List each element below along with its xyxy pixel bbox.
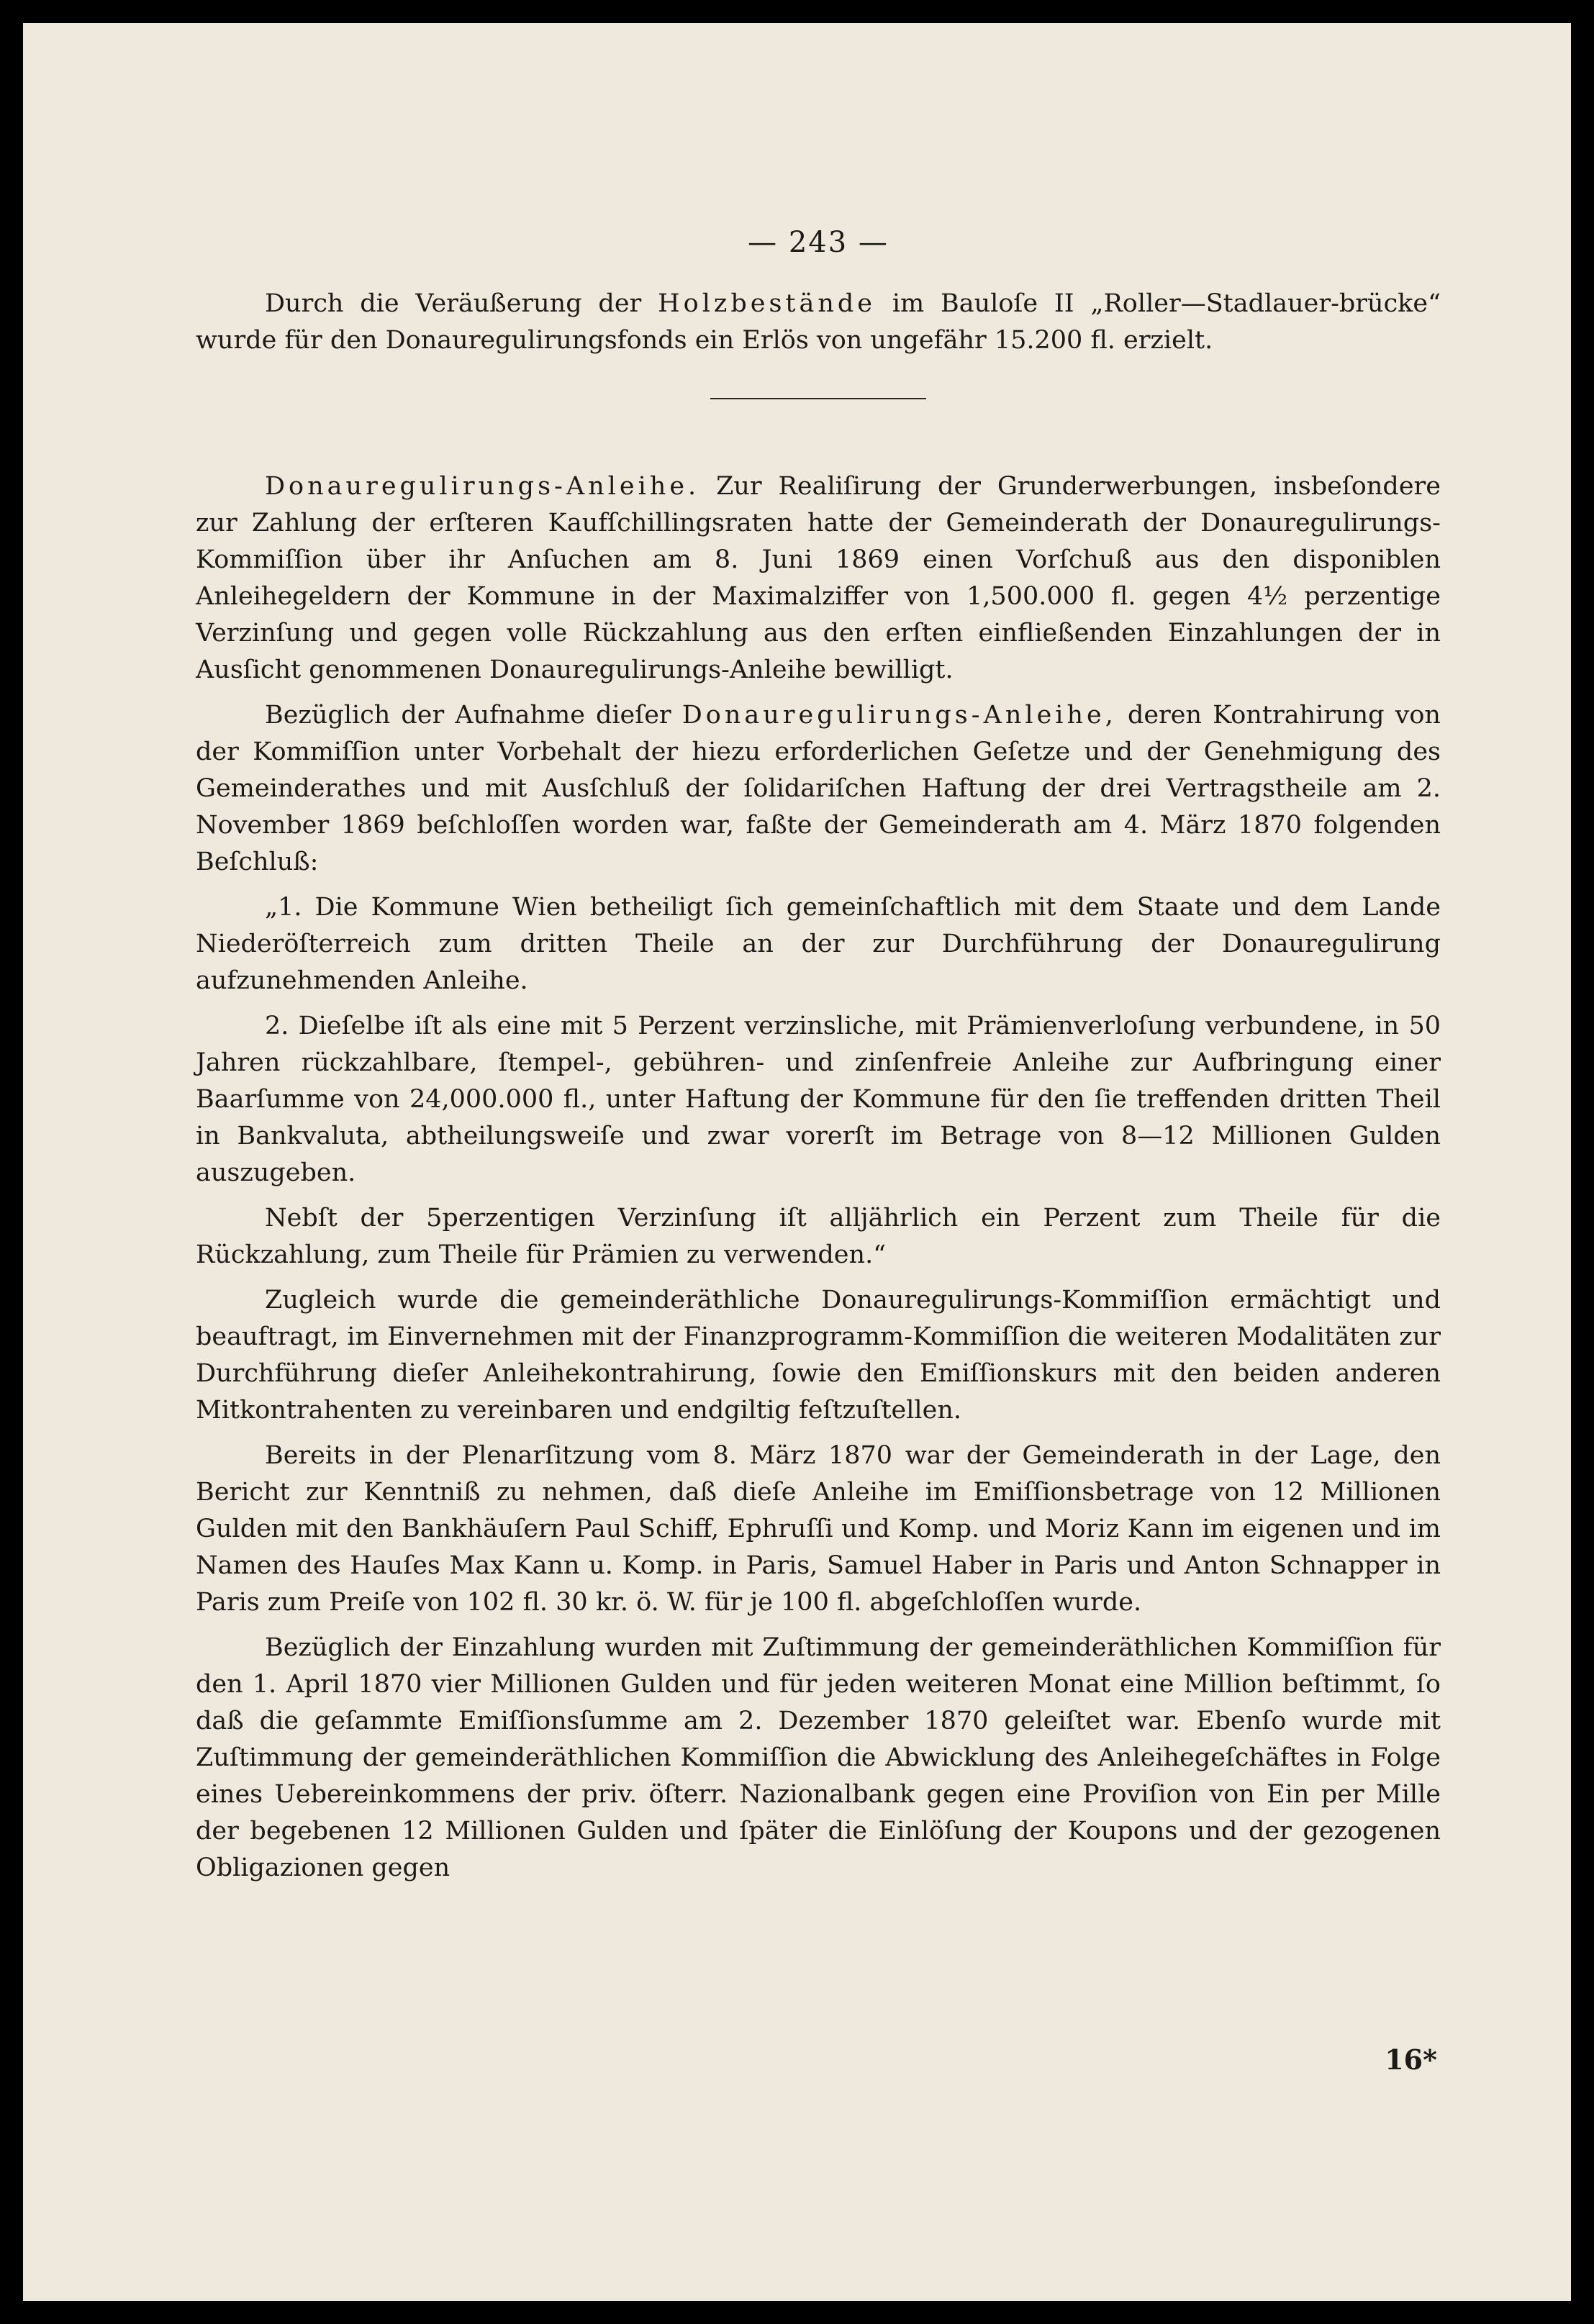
- section-heading: Donauregulirungs-Anleihe.: [265, 472, 700, 501]
- section-divider: [710, 398, 926, 399]
- resolution-item-3: Nebſt der 5perzentigen Verzinſung iſt alljährlich ein Perzent zum Theile für die Rückzahlung, zum Theile für Prämien zu verwenden.“: [196, 1204, 1441, 1269]
- intro-rest: im Bauloſe II „Roller—Stadlauer-brücke“ wurde für den Donauregulirungsfonds ein Erlös von ungefähr 15.200 fl. erzielt.: [196, 289, 1441, 355]
- paragraph-1: [196, 468, 1441, 689]
- paragraph-2-spaced-term: Donauregulirungs-Anleihe,: [681, 701, 1117, 730]
- page-number: — 243 —: [748, 226, 889, 259]
- resolution-item-2: 2. Dieſelbe iſt als eine mit 5 Perzent verzinsliche, mit Prämienverloſung verbundene, in 50 Jahren rückzahlbare, ſtempel-, gebühren- und zinſenfreie Anleihe zur Aufbringung einer Baarſumme von 24,000.000 fl., unter Haftung der Kommune für den ſie treffenden dritten Theil in Bankvaluta, abtheilungsweiſe und zwar vorerſt im Betrage von 8—12 Millionen Gulden auszugeben.: [196, 1012, 1441, 1187]
- resolution-item-1: „1. Die Kommune Wien betheiligt ſich gemeinſchaftlich mit dem Staate und dem Lande Niederöſterreich zum dritten Theile an der zur Durchführung der Donauregulirung aufzunehmenden Anleihe.: [196, 893, 1441, 995]
- document-page: [23, 23, 1571, 2301]
- page-body: [196, 224, 1441, 1895]
- paragraph-2: [196, 697, 1441, 881]
- signature-mark: 16*: [1385, 2043, 1437, 2076]
- intro-paragraph: [196, 286, 1441, 359]
- paragraph-2-rest: deren Kontrahirung von der Kommiſſion unter Vorbehalt der hiezu erforderlichen Geſetze und der Genehmigung des Gemeinderathes und mit Ausſchluß der ſolidariſchen Haftung der drei Vertragstheile am 2. November 1869 beſchloſſen worden war, faßte der Gemeinderath am 4. März 1870 folgenden Beſchluß:: [196, 701, 1441, 876]
- paragraph-1-text: Zur Realiſirung der Grunderwerbungen, insbeſondere zur Zahlung der erſteren Kaufſchillingsraten hatte der Gemeinderath der Donauregulirungs-Kommiſſion über ihr Anſuchen am 8. Juni 1869 einen Vorſchuß aus den disponiblen Anleihegeldern der Kommune in der Maximalziffer von 1,500.000 fl. gegen 4½ perzentige Verzinſung und gegen volle Rückzahlung aus den erſten einfließenden Einzahlungen der in Ausſicht genommenen Donauregulirungs-Anleihe bewilligt.: [196, 472, 1441, 684]
- paragraph-4: Bereits in der Plenarſitzung vom 8. März 1870 war der Gemeinderath in der Lage, den Bericht zur Kenntniß zu nehmen, daß dieſe Anleihe im Emiſſionsbetrage von 12 Millionen Gulden mit den Bankhäuſern Paul Schiff, Ephruſſi und Komp. und Moriz Kann im eigenen und im Namen des Hauſes Max Kann u. Komp. in Paris, Samuel Haber in Paris und Anton Schnapper in Paris zum Preiſe von 102 fl. 30 kr. ö. W. für je 100 fl. abgeſchloſſen wurde.: [196, 1441, 1441, 1617]
- paragraph-2-lead: Bezüglich der Aufnahme dieſer: [265, 701, 671, 730]
- paragraph-3: Zugleich wurde die gemeinderäthliche Donauregulirungs-Kommiſſion ermächtigt und beauftragt, im Einvernehmen mit der Finanzprogramm-Kommiſſion die weiteren Modalitäten zur Durchführung dieſer Anleihekontrahirung, ſowie den Emiſſionskurs mit den beiden anderen Mitkontrahenten zu vereinbaren und endgiltig feſtzuſtellen.: [196, 1286, 1441, 1425]
- paragraph-5: Bezüglich der Einzahlung wurden mit Zuſtimmung der gemeinderäthlichen Kommiſſion für den 1. April 1870 vier Millionen Gulden und für jeden weiteren Monat eine Million beſtimmt, ſo daß die geſammte Emiſſionsſumme am 2. Dezember 1870 geleiſtet war. Ebenſo wurde mit Zuſtimmung der gemeinderäthlichen Kommiſſion die Abwicklung des Anleihegeſchäftes in Folge eines Uebereinkommens der priv. öſterr. Nazionalbank gegen eine Proviſion von Ein per Mille der begebenen 12 Millionen Gulden und ſpäter die Einlöſung der Koupons und der gezogenen Obligazionen gegen: [196, 1633, 1441, 1882]
- intro-spaced-term: Holzbestände: [658, 289, 876, 318]
- intro-lead: Durch die Veräußerung der: [265, 289, 642, 318]
